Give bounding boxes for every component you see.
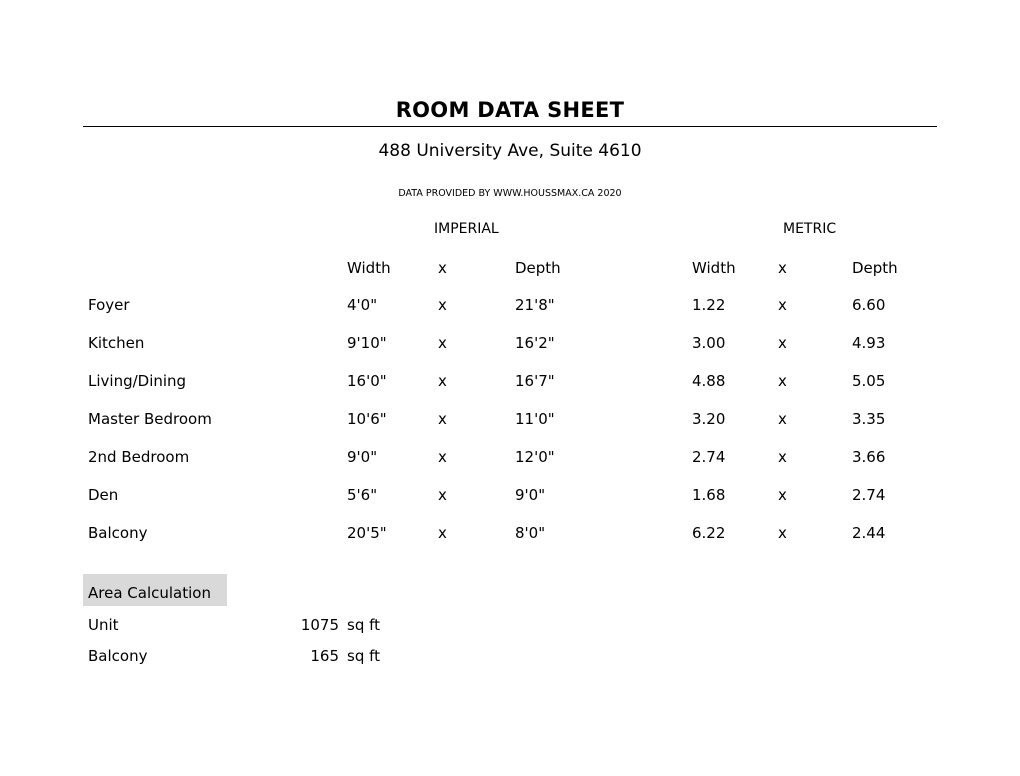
room-name: Den — [88, 486, 119, 504]
metric-x: x — [778, 334, 787, 352]
room-name: Balcony — [88, 524, 148, 542]
metric-width: 4.88 — [692, 372, 726, 390]
metric-width-header: Width — [692, 259, 736, 277]
room-name: Kitchen — [88, 334, 145, 352]
page-title: ROOM DATA SHEET — [395, 98, 625, 122]
metric-x: x — [778, 486, 787, 504]
imperial-x: x — [438, 448, 447, 466]
imperial-x-header: x — [438, 259, 447, 277]
area-label: Balcony — [88, 647, 148, 665]
imperial-depth: 16'7" — [515, 372, 555, 390]
imperial-depth-header: Depth — [515, 259, 561, 277]
imperial-heading: IMPERIAL — [434, 221, 499, 237]
imperial-depth: 8'0" — [515, 524, 546, 542]
metric-width: 1.22 — [692, 296, 726, 314]
room-name: Master Bedroom — [88, 410, 212, 428]
area-unit: sq ft — [347, 616, 381, 634]
address: 488 University Ave, Suite 4610 — [378, 141, 642, 161]
imperial-width: 5'6" — [347, 486, 378, 504]
imperial-depth: 9'0" — [515, 486, 546, 504]
imperial-depth: 21'8" — [515, 296, 555, 314]
imperial-width: 10'6" — [347, 410, 387, 428]
data-provider-note: DATA PROVIDED BY WWW.HOUSSMAX.CA 2020 — [398, 188, 622, 199]
area-value: 1075 — [300, 616, 339, 634]
imperial-x: x — [438, 524, 447, 542]
area-value: 165 — [310, 647, 339, 665]
area-unit: sq ft — [347, 647, 381, 665]
room-name: Foyer — [88, 296, 130, 314]
imperial-depth: 12'0" — [515, 448, 555, 466]
imperial-depth: 16'2" — [515, 334, 555, 352]
imperial-x: x — [438, 372, 447, 390]
room-name: 2nd Bedroom — [88, 448, 190, 466]
metric-x-header: x — [778, 259, 787, 277]
metric-width: 3.00 — [692, 334, 726, 352]
imperial-x: x — [438, 410, 447, 428]
imperial-width: 9'10" — [347, 334, 387, 352]
imperial-depth: 11'0" — [515, 410, 555, 428]
metric-depth: 6.60 — [852, 296, 886, 314]
title-divider — [83, 126, 937, 127]
metric-depth: 4.93 — [852, 334, 886, 352]
metric-depth: 2.44 — [852, 524, 886, 542]
metric-width: 1.68 — [692, 486, 726, 504]
area-label: Unit — [88, 616, 119, 634]
metric-width: 2.74 — [692, 448, 726, 466]
imperial-x: x — [438, 334, 447, 352]
imperial-width: 20'5" — [347, 524, 387, 542]
metric-width: 6.22 — [692, 524, 726, 542]
metric-x: x — [778, 296, 787, 314]
metric-depth: 3.35 — [852, 410, 886, 428]
metric-x: x — [778, 410, 787, 428]
imperial-x: x — [438, 296, 447, 314]
room-name: Living/Dining — [88, 372, 187, 390]
metric-width: 3.20 — [692, 410, 726, 428]
metric-depth: 2.74 — [852, 486, 886, 504]
metric-heading: METRIC — [783, 221, 837, 237]
metric-x: x — [778, 524, 787, 542]
imperial-width-header: Width — [347, 259, 391, 277]
imperial-width: 4'0" — [347, 296, 378, 314]
metric-x: x — [778, 372, 787, 390]
metric-depth: 5.05 — [852, 372, 886, 390]
imperial-x: x — [438, 486, 447, 504]
metric-x: x — [778, 448, 787, 466]
imperial-width: 16'0" — [347, 372, 387, 390]
metric-depth: 3.66 — [852, 448, 886, 466]
metric-depth-header: Depth — [852, 259, 898, 277]
imperial-width: 9'0" — [347, 448, 378, 466]
area-calculation-heading: Area Calculation — [88, 584, 211, 602]
